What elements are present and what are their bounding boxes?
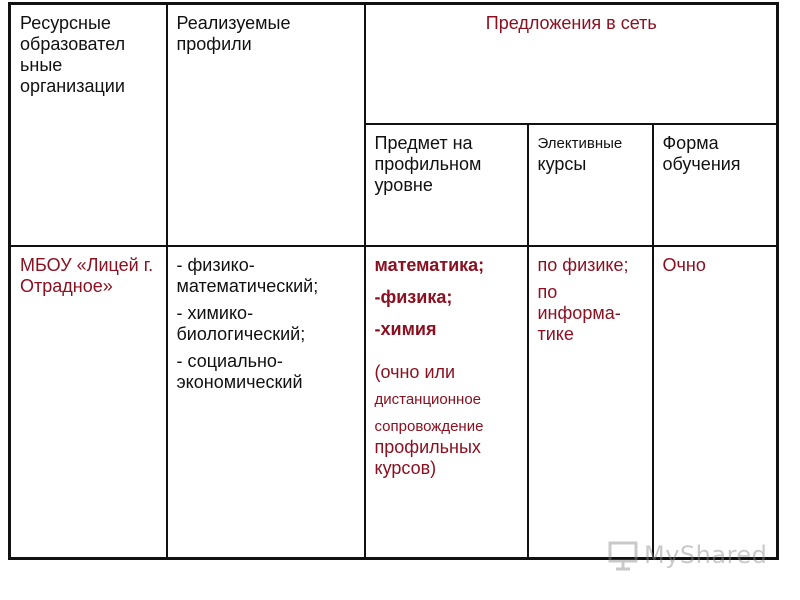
header-offers-label: Предложения в сеть xyxy=(485,13,657,33)
form-value: Очно xyxy=(662,254,706,275)
header-cell-form xyxy=(653,124,778,246)
header-org-label: Ресурсные образовател ьные организации xyxy=(20,13,126,96)
subject-note-1: (очно или xyxy=(374,361,456,382)
watermark xyxy=(606,538,767,572)
header-form-label: Форма обучения xyxy=(662,132,741,174)
watermark-text: MyShared xyxy=(644,541,768,569)
subject-note-3: сопровождение xyxy=(374,417,484,435)
profile-item: - химико-биологический; xyxy=(176,302,306,344)
header-cell-electives xyxy=(528,124,653,246)
offers-table xyxy=(8,2,779,560)
org-name: МБОУ «Лицей г. Отрадное» xyxy=(20,254,154,296)
header-cell-subject xyxy=(365,124,528,246)
header-electives-label: Элективные xyxy=(537,134,623,152)
row-cell-form xyxy=(653,246,778,559)
subject-item: -химия xyxy=(374,318,437,339)
elective-item: по информа-тике xyxy=(537,281,621,344)
row-cell-profiles xyxy=(167,246,365,559)
subject-item: -физика; xyxy=(374,286,453,307)
subject-item: математика; xyxy=(374,254,485,275)
elective-item: по физике; xyxy=(537,254,629,275)
subject-note-5: курсов) xyxy=(374,457,437,478)
header-electives-label-2: курсы xyxy=(537,153,587,174)
header-cell-org xyxy=(10,4,167,246)
profile-item: - социально-экономический xyxy=(176,350,303,392)
row-cell-electives xyxy=(528,246,653,559)
header-profiles-label: Реализуемые профили xyxy=(176,13,291,54)
row-cell-org xyxy=(10,246,167,559)
header-cell-profiles xyxy=(167,4,365,246)
header-cell-offers xyxy=(365,4,778,124)
presentation-board-icon xyxy=(606,538,640,572)
subject-note-2: дистанционное xyxy=(374,390,482,408)
row-cell-subjects xyxy=(365,246,528,559)
header-subject-label: Предмет на профильном уровне xyxy=(374,132,482,195)
profile-item: - физико-математический; xyxy=(176,254,319,296)
subject-note-4: профильных xyxy=(374,436,481,457)
